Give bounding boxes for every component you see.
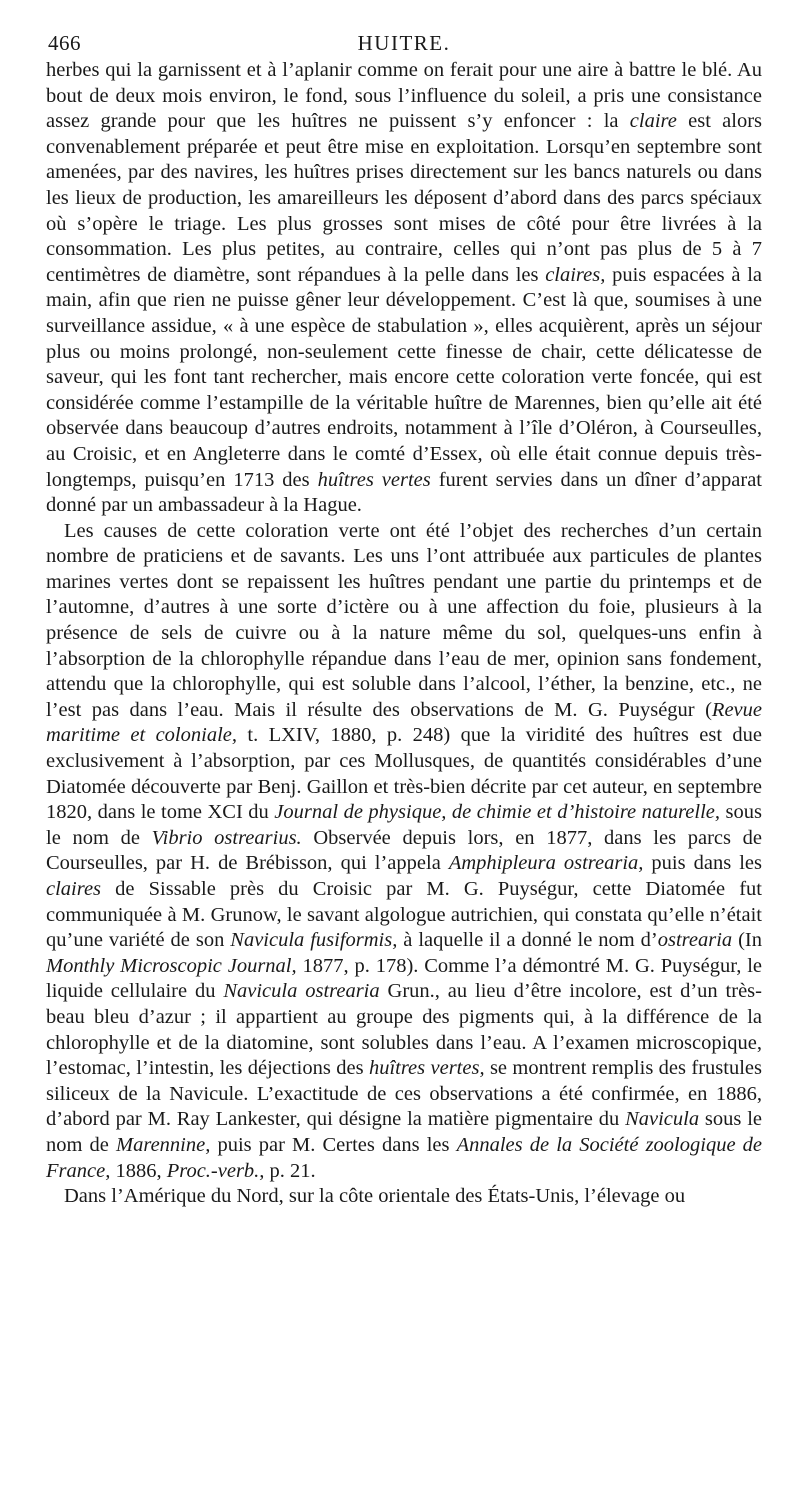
text-run: Dans l’Amérique du Nord, sur la côte orientale des États-Unis, l’élevage ou — [64, 1185, 686, 1208]
italic-text-run: claires — [46, 878, 102, 900]
text-run: puis par M. Certes dans les — [210, 1133, 457, 1156]
italic-text-run: Journal de physique, de chimie et d’histoire naturelle, — [274, 801, 721, 824]
running-title: HUITRE. — [357, 31, 451, 55]
text-run: Observée depuis lors, en 1877, dans les parcs de Courseulles, par H. de Brébisson, qui l’appela — [46, 826, 762, 875]
italic-text-run: Annales de la Société zoologique de France, — [46, 1133, 763, 1182]
text-run: herbes qui la garnissent et à l’aplanir comme on ferait pour une aire à battre le blé. Au bout de deux mois environ, le fond, sous l’influence du soleil, a pris une consistance assez grande pour que les huîtres ne puissent s’y enfoncer : la — [46, 59, 762, 133]
text-run: Grun., au lieu d’être incolore, est d’un très-beau bleu d’azur ; il appartient au groupe des pigments qui, à la différence de la chlorophylle et de la diatomine, sont solubles dans l’eau. A l’examen microscopique, l’estomac, l’intestin, les déjections des — [46, 980, 762, 1080]
italic-text-run: huîtres vertes — [317, 468, 431, 491]
text-run: de Sissable près du Croisic par M. G. Puységur, cette Diatomée fut communiquée à M. Grunow, le savant algologue autrichien, qui constata qu’elle n’était qu’une variété de son — [46, 878, 762, 952]
text-run: furent servies dans un dîner d’apparat donné par un ambassadeur à la Hague. — [46, 468, 763, 517]
text-run: à laquelle il a donné le nom d’ — [397, 929, 658, 952]
italic-text-run: Marennine, — [116, 1133, 211, 1156]
paragraph-3 — [46, 1184, 762, 1210]
italic-text-run: claires, — [545, 263, 606, 286]
italic-text-run: huîtres vertes, — [368, 1057, 485, 1080]
italic-text-run: Revue maritime et coloniale, — [46, 698, 762, 747]
page-number: 466 — [48, 31, 81, 55]
paragraph-1 — [46, 58, 762, 519]
italic-text-run: Navicula ostrearia — [223, 980, 380, 1003]
text-run: p. 21. — [264, 1159, 316, 1182]
body-text — [46, 58, 762, 1210]
italic-text-run: Navicula fusiformis, — [230, 929, 398, 952]
text-run: 1877, p. 178). Comme l’a démontré M. G. Puységur, le liquide cellulaire du — [46, 954, 762, 1003]
document-page — [46, 28, 762, 1210]
italic-text-run: Vibrio ostrearius. — [151, 826, 302, 849]
running-header — [46, 28, 762, 58]
text-run: est alors convenablement préparée et peut être mise en exploitation. Lorsqu’en septembre sont amenées, par des navires, les huîtres prises directement sur les bancs naturels ou dans les lieux de production, les amareilleurs les déposent d’abord dans des parcs spéciaux où s’opère le triage. Les plus grosses sont mises de côté pour être livrées à la consommation. Les plus petites, au contraire, celles qui n’ont pas plus de 5 à 7 centimètres de diamètre, sont répandues à la pelle dans les — [46, 110, 763, 286]
text-run: Les causes de cette coloration verte ont été l’objet des recherches d’un certain nombre de praticiens et de savants. Les uns l’ont attribuée aux particules de plantes marines vertes dont se repaissent les huîtres pendant une partie du printemps et de l’automne, d’autres à une sorte d’ictère ou à une affection du foie, plusieurs à la présence de sels de cuivre ou à la nature même du sol, quelques-uns enfin à l’absorption de la chlorophylle répandue dans l’eau de mer, opinion sans fondement, attendu que la chlorophylle, qui est soluble dans l’alcool, l’éther, la benzine, etc., ne l’est pas dans l’eau. Mais il résulte des observations de M. G. Puységur ( — [46, 519, 762, 721]
text-run: sous le nom de — [46, 1108, 763, 1156]
italic-text-run: Navicula — [625, 1108, 700, 1131]
italic-text-run: ostrearia — [657, 929, 733, 952]
text-run: t. LXIV, 1880, p. 248) que la viridité des huîtres est due exclusivement à l’absorption, par ces Mollusques, de quantités considérables d’une Diatomée découverte par Benj. Gaillon et très-bien décrite par cet auteur, en septembre 1820, dans le tome XCI du — [46, 724, 762, 824]
paragraph-2 — [46, 519, 762, 1184]
text-run: puis dans les — [643, 852, 762, 875]
italic-text-run: claire — [629, 110, 677, 133]
text-run: se montrent remplis des frustules siliceux de la Navicule. L’exactitude de ces observations a été confirmée, en 1886, d’abord par M. Ray Lankester, qui désigne la matière pigmentaire du — [46, 1057, 762, 1131]
text-run: puis espacées à la main, afin que rien ne puisse gêner leur développement. C’est là que, soumises à une surveillance assidue, « à une espèce de stabulation », elles acquièrent, après un séjour plus ou moins prolongé, non-seulement cette finesse de chair, cette délicatesse de saveur, qui les font tant rechercher, mais encore cette coloration verte foncée, qui est considérée comme l’estampille de la véritable huître de Marennes, bien qu’elle ait été observée dans beaucoup d’autres endroits, notamment à l’île d’Oléron, à Courseulles, au Croisic, et en Angleterre dans le comté d’Essex, où elle était connue depuis très-longtemps, puisqu’en 1713 des — [46, 263, 762, 491]
text-run: (In — [732, 929, 762, 952]
italic-text-run: Proc.-verb., — [166, 1159, 265, 1182]
text-run: sous le nom de — [46, 801, 762, 849]
italic-text-run: Amphipleura ostrearia, — [448, 852, 644, 875]
text-run: 1886, — [110, 1159, 167, 1182]
italic-text-run: Monthly Microscopic Journal, — [46, 954, 297, 977]
